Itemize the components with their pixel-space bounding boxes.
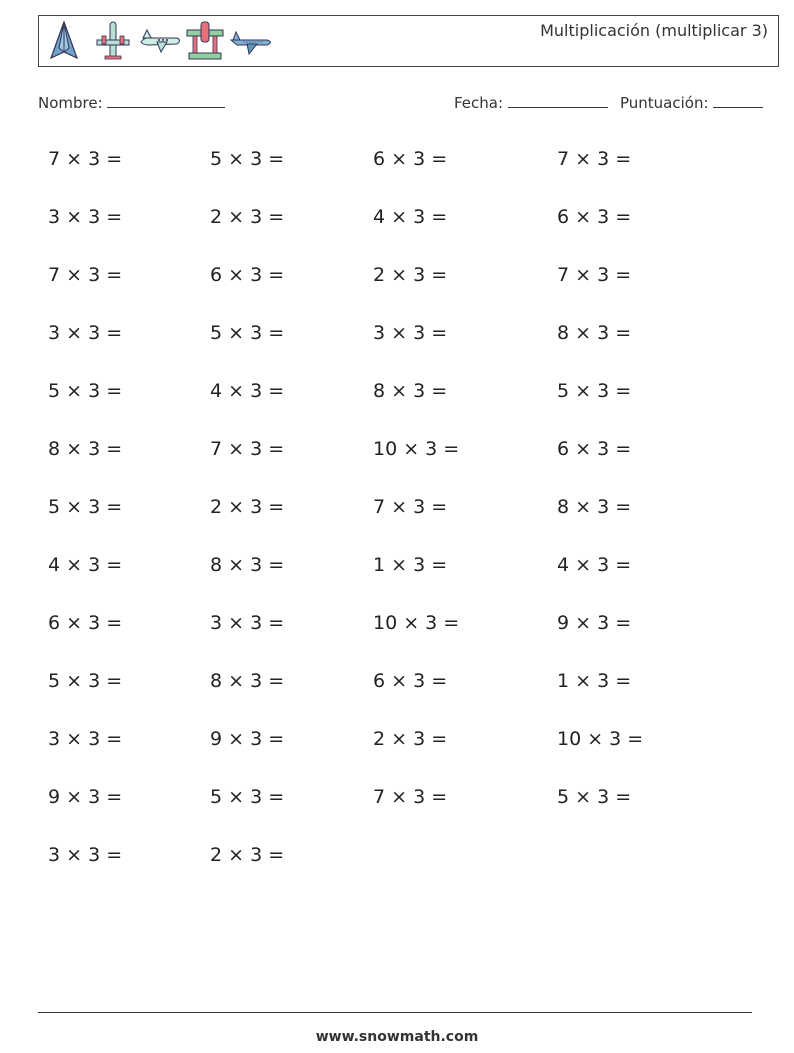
problem-item: 8 × 3 = bbox=[373, 380, 448, 402]
problem-item: 5 × 3 = bbox=[557, 786, 632, 808]
problem-item: 3 × 3 = bbox=[210, 612, 285, 634]
biplane-icon bbox=[185, 20, 225, 62]
problem-item: 10 × 3 = bbox=[373, 438, 460, 460]
problem-item: 7 × 3 = bbox=[48, 264, 123, 286]
problem-item: 4 × 3 = bbox=[373, 206, 448, 228]
date-blank[interactable] bbox=[508, 93, 608, 108]
problem-item: 7 × 3 = bbox=[210, 438, 285, 460]
problem-item: 5 × 3 = bbox=[210, 322, 285, 344]
date-field bbox=[454, 93, 608, 112]
score-blank[interactable] bbox=[713, 93, 763, 108]
problem-item: 2 × 3 = bbox=[373, 264, 448, 286]
name-label: Nombre: bbox=[38, 94, 103, 112]
problem-item: 10 × 3 = bbox=[373, 612, 460, 634]
problem-item: 6 × 3 = bbox=[373, 670, 448, 692]
problem-item: 3 × 3 = bbox=[48, 728, 123, 750]
problem-item: 1 × 3 = bbox=[557, 670, 632, 692]
name-field bbox=[38, 93, 225, 112]
problem-item: 10 × 3 = bbox=[557, 728, 644, 750]
score-field bbox=[620, 93, 763, 112]
problem-item: 2 × 3 = bbox=[373, 728, 448, 750]
problem-item: 5 × 3 = bbox=[48, 670, 123, 692]
airliner-icon bbox=[139, 20, 183, 62]
problem-item: 4 × 3 = bbox=[210, 380, 285, 402]
footer-url: www.snowmath.com bbox=[315, 1029, 479, 1045]
problem-item: 9 × 3 = bbox=[48, 786, 123, 808]
problem-item: 3 × 3 = bbox=[48, 844, 123, 866]
problem-item: 2 × 3 = bbox=[210, 206, 285, 228]
problem-item: 7 × 3 = bbox=[557, 148, 632, 170]
problem-item: 7 × 3 = bbox=[48, 148, 123, 170]
problem-item: 9 × 3 = bbox=[557, 612, 632, 634]
jet-airliner-icon bbox=[229, 20, 275, 62]
problem-item: 5 × 3 = bbox=[557, 380, 632, 402]
worksheet-title: Multiplicación (multiplicar 3) bbox=[540, 21, 768, 40]
propeller-plane-icon bbox=[95, 20, 131, 62]
problem-item: 8 × 3 = bbox=[557, 322, 632, 344]
problem-item: 3 × 3 = bbox=[373, 322, 448, 344]
problem-item: 5 × 3 = bbox=[48, 496, 123, 518]
problem-item: 4 × 3 = bbox=[48, 554, 123, 576]
footer-divider bbox=[38, 1012, 752, 1013]
problem-item: 8 × 3 = bbox=[48, 438, 123, 460]
problem-item: 3 × 3 = bbox=[48, 206, 123, 228]
date-label: Fecha: bbox=[454, 94, 504, 112]
problem-item: 5 × 3 = bbox=[210, 148, 285, 170]
problem-item: 8 × 3 = bbox=[210, 554, 285, 576]
problem-item: 9 × 3 = bbox=[210, 728, 285, 750]
problem-item: 1 × 3 = bbox=[373, 554, 448, 576]
arrowhead-jet-icon bbox=[47, 20, 81, 62]
problem-item: 8 × 3 = bbox=[557, 496, 632, 518]
problem-item: 2 × 3 = bbox=[210, 844, 285, 866]
problem-item: 6 × 3 = bbox=[48, 612, 123, 634]
problem-item: 7 × 3 = bbox=[557, 264, 632, 286]
problem-item: 7 × 3 = bbox=[373, 496, 448, 518]
score-label: Puntuación: bbox=[620, 94, 709, 112]
problem-item: 7 × 3 = bbox=[373, 786, 448, 808]
problem-item: 6 × 3 = bbox=[557, 206, 632, 228]
problem-item: 5 × 3 = bbox=[48, 380, 123, 402]
problem-item: 6 × 3 = bbox=[210, 264, 285, 286]
problem-item: 6 × 3 = bbox=[557, 438, 632, 460]
worksheet-header bbox=[38, 15, 779, 67]
problem-item: 3 × 3 = bbox=[48, 322, 123, 344]
problem-item: 2 × 3 = bbox=[210, 496, 285, 518]
problem-item: 4 × 3 = bbox=[557, 554, 632, 576]
name-blank[interactable] bbox=[107, 93, 225, 108]
problem-item: 5 × 3 = bbox=[210, 786, 285, 808]
problem-item: 6 × 3 = bbox=[373, 148, 448, 170]
problem-item: 8 × 3 = bbox=[210, 670, 285, 692]
